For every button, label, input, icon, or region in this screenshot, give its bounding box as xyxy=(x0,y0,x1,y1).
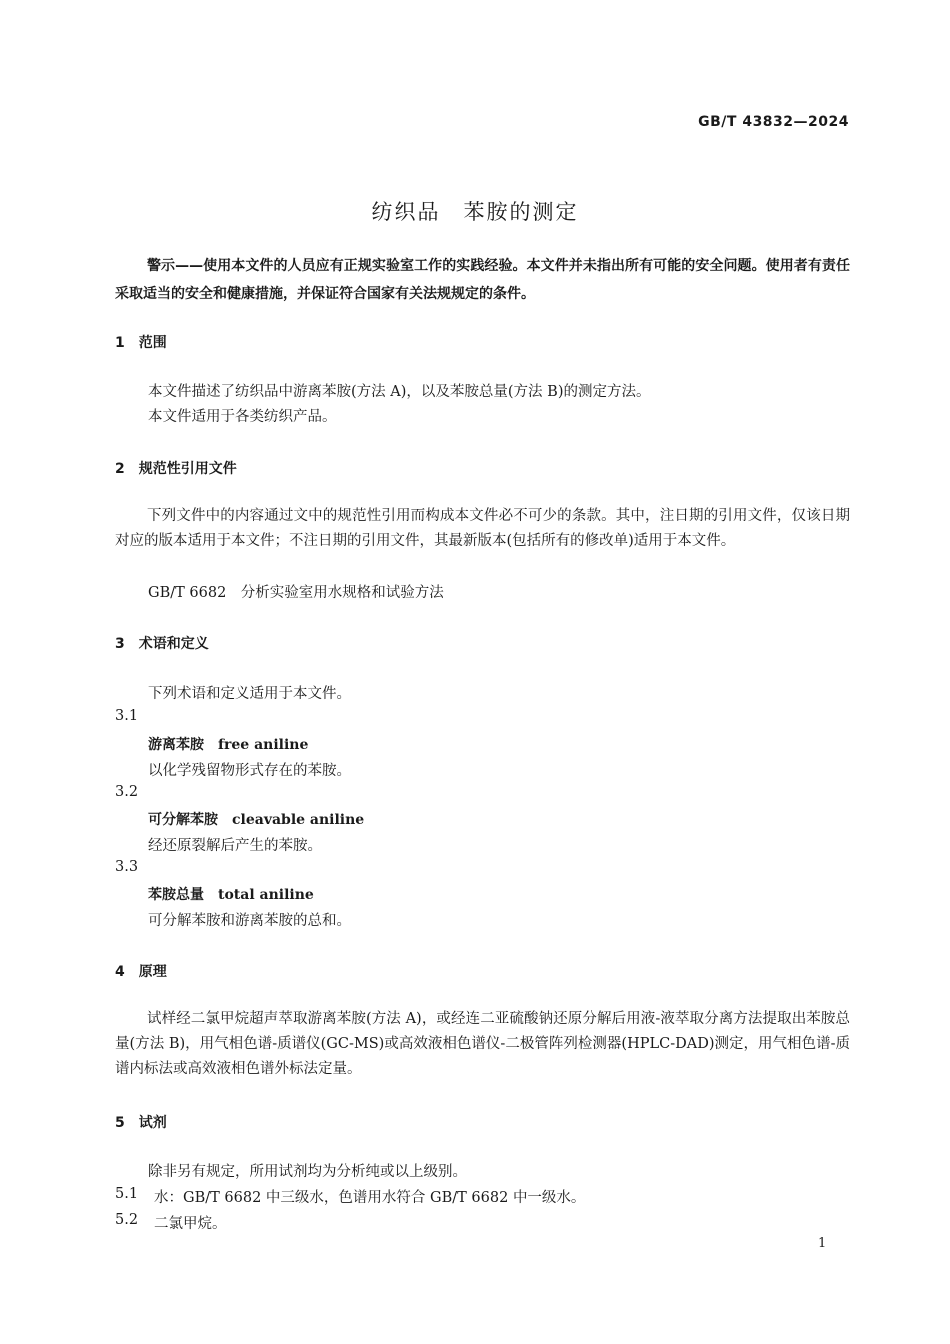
section-heading-principle: 4 原理 xyxy=(115,964,167,980)
normative-paragraph: 下列文件中的内容通过文中的规范性引用而构成本文件必不可少的条款。其中，注日期的引用文件，仅该日期对应的版本适用于本文件；不注日期的引用文件，其最新版本(包括所有的修改单)适用于本文件。 xyxy=(115,508,850,549)
term-name-zh: 游离苯胺 xyxy=(148,737,204,753)
safety-warning: 警示——使用本文件的人员应有正规实验室工作的实践经验。本文件并未指出所有可能的安全问题。使用者有责任采取适当的安全和健康措施，并保证符合国家有关法规规定的条件。 xyxy=(115,258,850,302)
reagents-intro: 除非另有规定，所用试剂均为分析纯或以上级别。 xyxy=(148,1164,467,1180)
document-title: 纺织品 苯胺的测定 xyxy=(371,200,579,224)
term-definition: 可分解苯胺和游离苯胺的总和。 xyxy=(148,913,351,929)
reagent-text: 二氯甲烷。 xyxy=(154,1216,227,1232)
reagent-number: 5.1 xyxy=(115,1186,139,1202)
document-code: GB/T 43832—2024 xyxy=(698,114,849,130)
term-name-en: total aniline xyxy=(218,887,314,903)
term-definition: 经还原裂解后产生的苯胺。 xyxy=(148,838,322,854)
term-number: 3.2 xyxy=(115,784,139,800)
term-name-en: free aniline xyxy=(218,737,309,753)
page-number: 1 xyxy=(818,1236,827,1251)
term-name-zh: 苯胺总量 xyxy=(148,887,204,903)
term-number: 3.1 xyxy=(115,708,139,724)
section-heading-scope: 1 范围 xyxy=(115,335,167,351)
normative-reference-item: GB/T 6682 分析实验室用水规格和试验方法 xyxy=(148,585,444,601)
term-name-en: cleavable aniline xyxy=(232,812,365,828)
term-number: 3.3 xyxy=(115,859,139,875)
section-heading-terms: 3 术语和定义 xyxy=(115,636,209,652)
scope-paragraph-2: 本文件适用于各类纺织产品。 xyxy=(148,409,337,425)
term-name-zh: 可分解苯胺 xyxy=(148,812,218,828)
terms-intro: 下列术语和定义适用于本文件。 xyxy=(148,686,351,702)
reagent-number: 5.2 xyxy=(115,1212,139,1228)
reagent-text: 水：GB/T 6682 中三级水，色谱用水符合 GB/T 6682 中一级水。 xyxy=(154,1190,586,1206)
section-heading-normative-references: 2 规范性引用文件 xyxy=(115,461,237,477)
principle-paragraph: 试样经二氯甲烷超声萃取游离苯胺(方法 A)，或经连二亚硫酸钠还原分解后用液-液萃取分离方法提取出苯胺总量(方法 B)，用气相色谱-质谱仪(GC-MS)或高效液相色谱仪-二极管阵列检测器(HPLC-DAD)测定，用气相色谱-质谱内标法或高效液相色谱外标法定量。 xyxy=(115,1011,850,1077)
scope-paragraph-1: 本文件描述了纺织品中游离苯胺(方法 A)，以及苯胺总量(方法 B)的测定方法。 xyxy=(148,384,651,400)
section-heading-reagents: 5 试剂 xyxy=(115,1115,167,1131)
term-definition: 以化学残留物形式存在的苯胺。 xyxy=(148,763,351,779)
term-name xyxy=(148,884,314,904)
term-name xyxy=(148,809,364,829)
term-name xyxy=(148,734,308,754)
